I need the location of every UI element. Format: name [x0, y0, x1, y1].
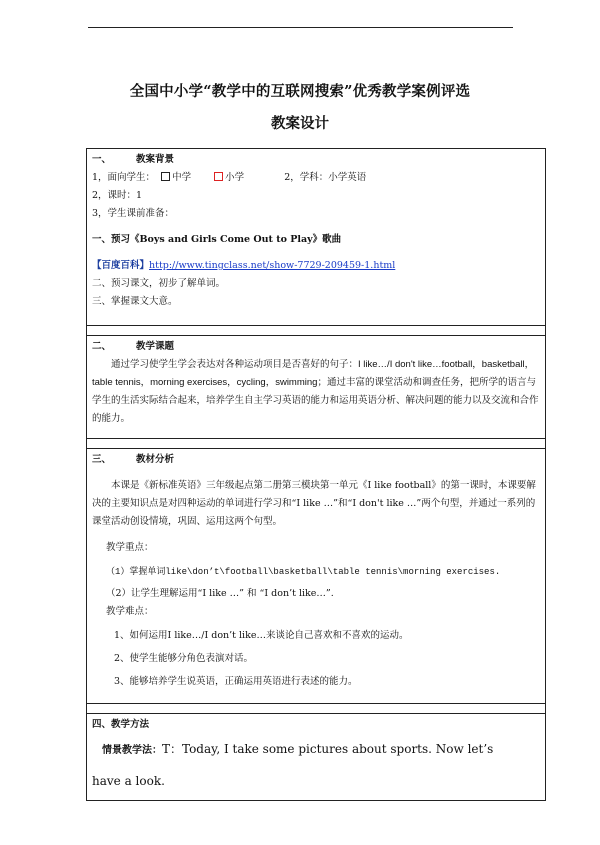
section-number: 一、	[92, 154, 112, 165]
section-title: 教案背景	[136, 154, 175, 165]
baike-link[interactable]: http://www.tingclass.net/show-7729-209459-1.html	[149, 260, 396, 271]
key-points-label: 教学重点：	[106, 542, 154, 553]
audience-label: 1，面向学生：	[92, 172, 156, 183]
preview-song-line: 一、预习《Boys and Girls Come Out to Play》歌曲	[92, 234, 342, 245]
section-title: 四、教学方法	[92, 719, 150, 730]
audience-line	[92, 169, 540, 187]
preview-item-3: 三、掌握课文大意。	[92, 296, 178, 307]
difficulty-1: 1、如何运用I like…/I don’t like…来谈论自己喜欢和不喜欢的运动。	[114, 630, 409, 641]
section-background	[87, 149, 546, 326]
baike-line	[92, 257, 540, 275]
hours-line: 2，课时：1	[92, 190, 143, 201]
section-title: 教学课题	[136, 341, 175, 352]
section-title: 教材分析	[136, 454, 175, 465]
section-methods	[87, 714, 546, 801]
section-heading	[92, 151, 540, 169]
option-primary-label: 小学	[225, 172, 245, 183]
checkbox-primary[interactable]	[214, 172, 223, 181]
lesson-plan-table	[86, 148, 546, 801]
difficulties-label: 教学难点：	[106, 606, 154, 617]
page-title: 全国中小学“教学中的互联网搜索”优秀教学案例评选	[129, 83, 471, 100]
section-topic	[87, 336, 546, 439]
difficulty-3: 3、能够培养学生说英语，正确运用英语进行表述的能力。	[114, 676, 358, 687]
prep-line: 3，学生课前准备：	[92, 208, 175, 219]
analysis-paragraph: 本课是《新标准英语》三年级起点第二册第三模块第一单元《I like football》的第一课时，本课要解决的主要知识点是对四种运动的单词进行学习和“I like …”和“I don't like …”两个句型，并通过一系列的课堂活动创设情境，巩固、运用这两个句型。	[92, 480, 536, 527]
section-analysis	[87, 449, 546, 704]
topic-paragraph: 通过学习使学生学会表达对各种运动项目是否喜好的句子：I like…/I don't like…football，basketball，table tennis，morning exercises，cycling，swimming；通过丰富的课堂活动和调查任务，把所学的语言与学生的生活实际结合起来，培养学生自主学习英语的能力和运用英语分析、解决问题的能力以及交流和合作的能力。	[92, 359, 539, 424]
key-point-2: （2）让学生理解运用“I like …” 和 “I don’t like…”.	[106, 588, 334, 599]
method-line-1: 情景教学法：T：Today, I take some pictures about sports. Now let’s	[102, 742, 494, 756]
top-rule	[88, 27, 513, 28]
difficulty-2: 2、使学生能够分角色表演对话。	[114, 653, 254, 664]
option-middle-label: 中学	[172, 172, 192, 183]
checkbox-middle[interactable]	[161, 172, 170, 181]
method-line-2: have a look.	[92, 774, 165, 788]
subject-label: 2，学科：小学英语	[284, 172, 367, 183]
page-subtitle: 教案设计	[271, 115, 329, 132]
section-heading	[92, 451, 540, 469]
section-heading	[92, 338, 540, 356]
key-point-1: （1）掌握单词like\don’t\football\basketball\table tennis\morning exercises.	[106, 567, 501, 577]
section-number: 三、	[92, 454, 112, 465]
preview-item-2: 二、预习课文，初步了解单词。	[92, 278, 226, 289]
section-number: 二、	[92, 341, 112, 352]
baike-tag: 【百度百科】	[92, 260, 150, 271]
